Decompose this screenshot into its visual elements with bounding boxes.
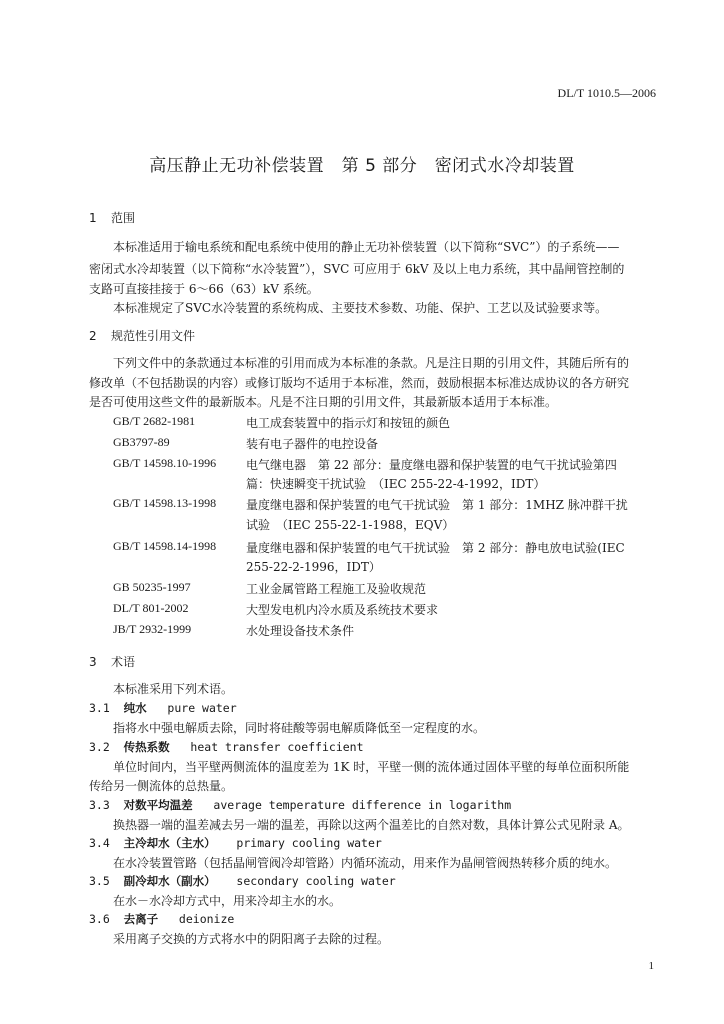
term-en: pure water — [167, 701, 237, 715]
term-number: 3.4 — [89, 836, 110, 850]
ref-code: GB3797-89 — [113, 435, 170, 449]
ref-title: 电工成套装置中的指示灯和按钮的颜色 — [246, 416, 451, 430]
term-en: deionize — [178, 912, 235, 926]
section-title: 规范性引用文件 — [111, 329, 196, 343]
term-zh: 主冷却水（主水） — [123, 836, 216, 850]
term-definition: 在水冷装置管路（包括晶闸管阀冷却管路）内循环流动，用来作为晶闸管阀热转移介质的纯水。 — [113, 856, 618, 870]
ref-code: JB/T 2932-1999 — [113, 622, 192, 636]
ref-title: 大型发电机内冷水质及系统技术要求 — [246, 603, 439, 617]
standard-code: DL/T 1010.5—2006 — [557, 86, 656, 100]
section-heading-1 — [89, 209, 135, 226]
ref-code: GB/T 14598.13-1998 — [113, 496, 217, 510]
term-definition: 换热器一端的温差减去另一端的温差，再除以这两个温差比的自然对数，具体计算公式见附录 A。 — [113, 818, 630, 832]
scope-para-2: 本标准规定了SVC水冷装置的系统构成、主要技术参数、功能、保护、工艺以及试验要求等。 — [113, 301, 608, 315]
section-number: 1 — [89, 211, 97, 225]
term-number: 3.5 — [89, 874, 110, 888]
section-number: 3 — [89, 655, 97, 669]
ref-title: 电气继电器 第 22 部分：量度继电器和保护装置的电气干扰试验第四 — [246, 458, 617, 472]
term-zh: 纯水 — [123, 701, 147, 715]
page-number: 1 — [648, 960, 654, 972]
scope-para-1-line-2: 密闭式水冷却装置（以下简称“水冷装置”），SVC 可应用于 6kV 及以上电力系统，其中晶闸管控制的 — [89, 262, 625, 276]
ref-code: GB/T 14598.10-1996 — [113, 456, 217, 470]
term-heading — [89, 835, 382, 851]
section-heading-3 — [89, 653, 135, 670]
term-heading — [89, 739, 364, 755]
term-en: average temperature difference in logarithm — [213, 798, 512, 812]
ref-code: GB/T 2682-1981 — [113, 414, 196, 428]
term-definition: 在水－水冷却方式中，用来冷却主水的水。 — [113, 894, 342, 908]
ref-title-continued: 试验 （IEC 255-22-1-1988，EQV） — [246, 518, 455, 532]
term-definition: 单位时间内，当平壁两侧流体的温度差为 1K 时，平壁一侧的流体通过固体平壁的每单位面积所能 — [113, 760, 630, 774]
ref-code: GB 50235-1997 — [113, 580, 191, 594]
refs-para-line-3: 是否可使用这些文件的最新版本。凡是不注日期的引用文件，其最新版本适用于本标准。 — [89, 395, 558, 409]
scope-para-1-line-3: 支路可直接挂接于 6～66（63）kV 系统。 — [89, 282, 319, 296]
term-definition-continued: 传给另一侧流体的总热量。 — [89, 779, 234, 793]
term-heading — [89, 700, 237, 716]
section-heading-2 — [89, 327, 195, 344]
section-number: 2 — [89, 329, 97, 343]
term-en: heat transfer coefficient — [190, 740, 364, 754]
term-en: secondary cooling water — [236, 874, 396, 888]
term-zh: 传热系数 — [123, 740, 170, 754]
terms-intro: 本标准采用下列术语。 — [113, 682, 234, 696]
term-heading — [89, 911, 234, 927]
term-number: 3.3 — [89, 798, 110, 812]
term-number: 3.6 — [89, 912, 110, 926]
term-heading — [89, 873, 396, 889]
ref-title-continued: 篇：快速瞬变干扰试验 （IEC 255-22-4-1992，IDT） — [246, 477, 546, 491]
ref-code: DL/T 801-2002 — [113, 601, 189, 615]
term-zh: 对数平均温差 — [123, 798, 193, 812]
section-title: 术语 — [111, 655, 136, 669]
term-zh: 去离子 — [123, 912, 159, 926]
term-zh: 副冷却水（副水） — [123, 874, 216, 888]
section-title: 范围 — [111, 211, 136, 225]
page-title: 高压静止无功补偿装置 第 5 部分 密闭式水冷却装置 — [149, 156, 575, 176]
ref-title: 工业金属管路工程施工及验收规范 — [246, 582, 427, 596]
ref-title: 量度继电器和保护装置的电气干扰试验 第 2 部分：静电放电试验(IEC — [246, 541, 625, 555]
term-number: 3.1 — [89, 701, 110, 715]
ref-title: 水处理设备技术条件 — [246, 624, 355, 638]
refs-para-line-2: 修改单（不包括勘误的内容）或修订版均不适用于本标准，然而，鼓励根据本标准达成协议的各方研究 — [89, 376, 630, 390]
term-number: 3.2 — [89, 740, 110, 754]
term-definition: 采用离子交换的方式将水中的阴阳离子去除的过程。 — [113, 932, 390, 946]
refs-para-line-1: 下列文件中的条款通过本标准的引用而成为本标准的条款。凡是注日期的引用文件，其随后所有的 — [113, 356, 630, 370]
term-definition: 指将水中强电解质去除，同时将硅酸等弱电解质降低至一定程度的水。 — [113, 721, 486, 735]
ref-title: 装有电子器件的电控设备 — [246, 437, 379, 451]
term-en: primary cooling water — [236, 836, 382, 850]
ref-title: 量度继电器和保护装置的电气干扰试验 第 1 部分：1MHZ 脉冲群干扰 — [246, 498, 628, 512]
ref-title-continued: 255-22-2-1996，IDT） — [246, 560, 381, 574]
ref-code: GB/T 14598.14-1998 — [113, 539, 217, 553]
term-heading — [89, 797, 511, 813]
scope-para-1-line-1: 本标准适用于输电系统和配电系统中使用的静止无功补偿装置（以下简称“SVC”）的子系统—— — [113, 240, 620, 254]
